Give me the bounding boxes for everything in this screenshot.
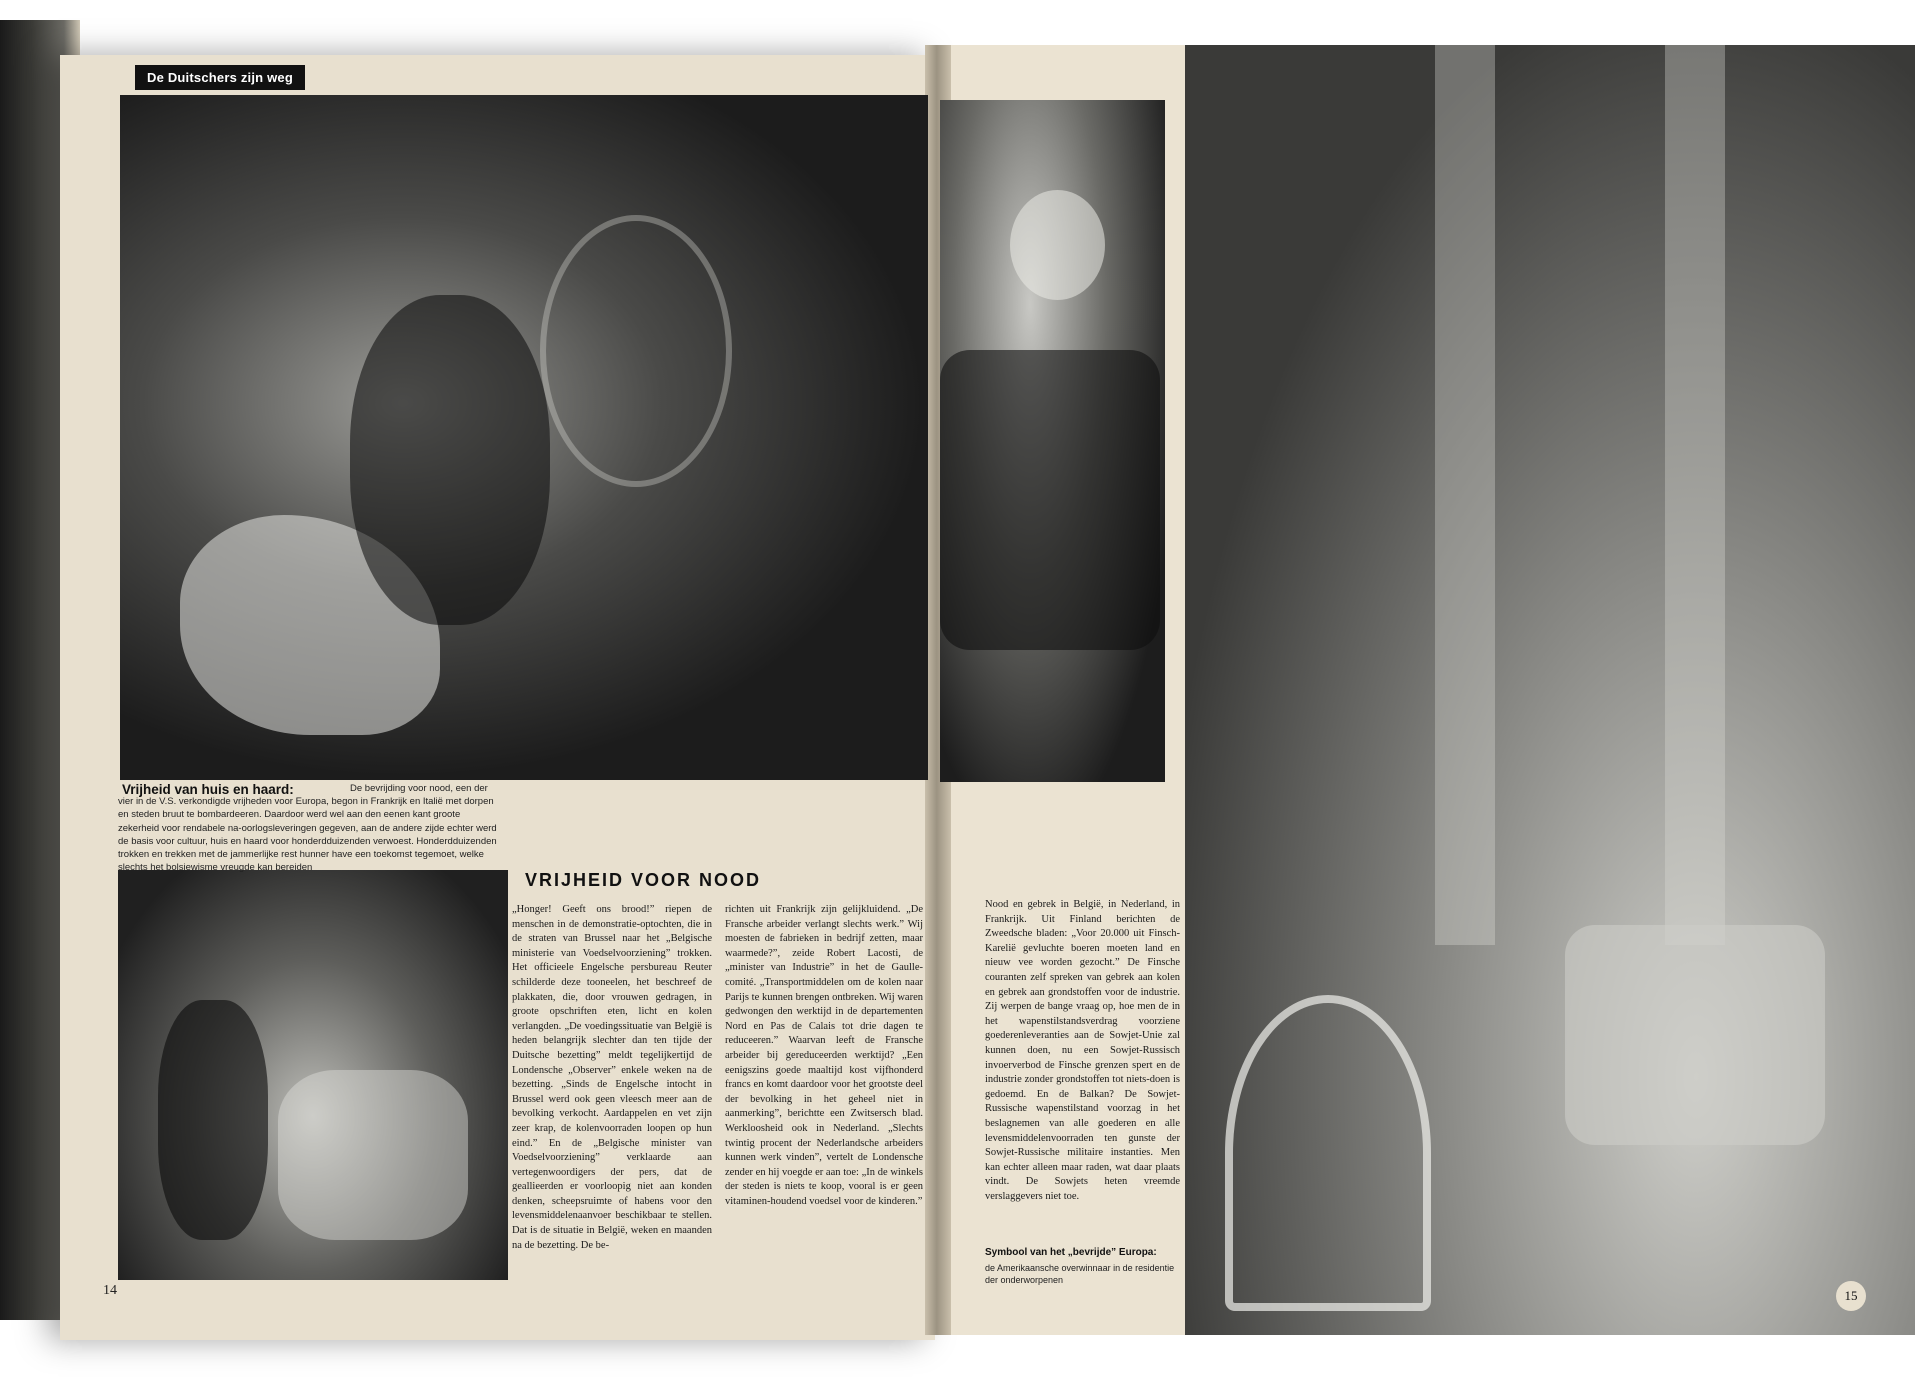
caption-right-head: Symbool van het „bevrijde” Europa: [985, 1247, 1157, 1258]
pram-shape [940, 350, 1160, 650]
article-title: VRIJHEID VOOR NOOD [525, 870, 762, 890]
woman-silhouette [350, 295, 550, 625]
caption-left-head: Vrijheid van huis en haard: [122, 782, 294, 797]
bicycle-wheel-shape [540, 215, 732, 487]
chair-shape [1225, 995, 1431, 1311]
child-face-shape [1010, 190, 1105, 300]
article-column-3: Nood en gebrek in België, in Nederland, in Frankrijk. Uit Finland berichten de Zweedsche bladen: „Voor 20.000 uit Finsch-Karelië gevluchte boeren moeten land en nieuw vee worden gezocht.” De Finsche couranten zelf spreken van gebrek aan kolen en gebrek aan grondstoffen voor de industrie. Zij werpen de bange vraag op, hoe men de in het wapenstilstandsverdrag voorziene goederenleveranties aan de Sowjet-Unie zal kunnen doen, nu een Sowjet-Russisch invoerverbod de Finsche grenzen spert en de industrie zonder grondstoffen tot niets-doen is gedoemd. En de Balkan? De Sowjet-Russische wapenstilstand voorzag in het beslagnemen van alle goederen en alle levensmiddelenvoorraden ten gunste der Sowjet-Russische militaire instanties. Men kan echter alleen maar raden, wat daar plaats vindt. De Sowjets heten vreemde verslaggevers niet toe. [985, 899, 1180, 1202]
article-column-2: richten uit Frankrijk zijn gelijkluidend. „De Fransche arbeider verlangt slechts werk.” Wij moesten de fabrieken in bedrijf zetten, maar waarmede?”, zeide Robert Lacosti, de „minister van Industrie” in het de Gaulle-comité. „Transportmiddelen om de kolen naar Parijs te kunnen brengen ontbreken. Wij waren gedwongen den werktijd in de departementen Nord en Pas de Calais tot drie dagen te reduceeren.” Waarvan leeft de Fransche arbeider bij gereduceerden werktijd? „Een eenigszins goede maaltijd kost vijfhonderd francs en komt daardoor voor het grootste deel der bevolking in het geheel niet in aanmerking”, berichtte een Zwitsersch blad. Werkloosheid ook in Nederland. „Slechts twintig procent der Nederlandsche arbeiders kunnen werk vinden”, vertelt de Londensche zender en hij voegde er aan toe: „In de winkels der steden is niets te koop, vooral is er geen vitaminen-houdend voedsel voor de kinderen.” [725, 904, 923, 1207]
section-tag: De Duitschers zijn weg [135, 65, 305, 90]
man-silhouette [158, 1000, 268, 1240]
armchair-shape [1565, 925, 1825, 1145]
belongings-shape [278, 1070, 468, 1240]
pillar-shape [1665, 45, 1725, 945]
pillar-shape [1435, 45, 1495, 945]
caption-right-body: de Amerikaansche overwinnaar in de residentie der onderworpenen [985, 1263, 1175, 1285]
men-with-cart-photo [118, 870, 508, 1280]
child-pram-photo [940, 100, 1165, 782]
page-number-right: 15 [1836, 1281, 1866, 1311]
caption-left-body: De bevrijding voor nood, een der vier in de V.S. verkondigde vrijheden voor Europa, begon in Frankrijk en Italië met dorpen en steden bruut te bombardeeren. Daardoor werd wel aan den eenen kant groote zekerheid voor rendabele na-oorlogsleveringen gegeven, aan de andere zijde echter werd de basis voor cultuur, huis en haard voor honderdduizenden verwoest. Honderdduizenden trokken en trekken met de jammerlijke rest hunner have een toekomst tegemoet, welke slechts het bolsjewisme vreugde kan bereiden [118, 783, 497, 874]
article-column-1: „Honger! Geeft ons brood!” riepen de menschen in de demonstratie-optochten, die in de straten van Brussel naar het „Belgische ministerie van Voedselvoorziening” trokken. Het officieele Engelsche persbureau Reuter schilderde deze tooneelen, het beschreef de plakkaten, die, door vrouwen gedragen, in groote opschriften eten, licht en kolen verlangden. „De voedingssituatie van België is heden belangrijk slechter dan ten tijde der Duitsche bezetting” meldt tegelijkertijd de Londensche „Observer” enkele weken na de bezetting. „Sinds de Engelsche intocht in Brussel werd ook geen vleesch meer aan de bevolking verkocht. Aardappelen en vet zijn zeer krap, de kolenvoorraden loopen op hun eind.” En de „Belgische minister van Voedselvoorziening” verklaarde aan vertegenwoordigers der pers, dat de geallieerden er voorloopig niet aan konden denken, scheepsruimte of habens voor den levensmiddelenaanvoer beschikbaar te stellen. Dat is de situatie in België, weken en maanden na de bezetting. De be- [512, 904, 712, 1251]
refugees-photo [120, 95, 928, 780]
page-number-left: 14 [103, 1283, 117, 1298]
palace-hall-photo [1185, 45, 1915, 1335]
